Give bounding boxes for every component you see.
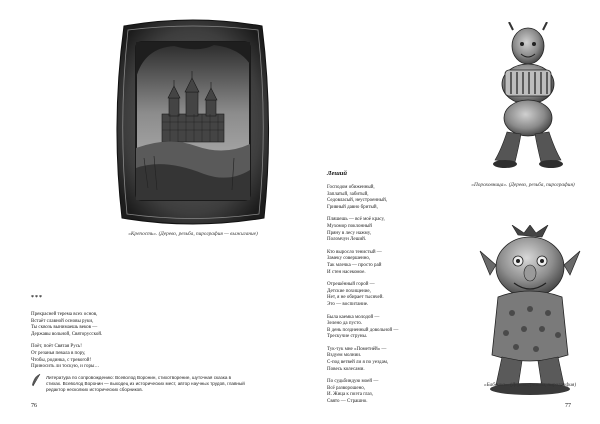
quill-pen-icon	[30, 373, 42, 387]
poem-line: Поломчун Леший.	[327, 237, 367, 243]
poem-line: Детские похищение,	[327, 288, 371, 294]
poem-line: Повесь колесами.	[327, 366, 365, 372]
poem-stanza	[327, 379, 398, 405]
literature-note-line: Литература по сопровождению: Всеволод Воронин, стихотворение, шуточная сказка в	[46, 375, 232, 380]
poem-stanza	[327, 185, 398, 211]
poem-line: Мухомор поклонный	[327, 223, 372, 229]
poem-line: Заплатый, забитый,	[327, 191, 369, 197]
poem-line: Пляшешь — всё моё красу,	[327, 217, 385, 223]
poem-line: Вздуем молнии.	[327, 353, 362, 359]
poem-stanza	[327, 217, 398, 243]
butterfly-caption: «Бабочка». (Дерево, резьба, пирография)	[483, 382, 577, 388]
left-poem	[31, 312, 102, 377]
page-number-right: 77	[565, 403, 571, 409]
poem-line: Пряну в лесу нажму,	[327, 230, 371, 236]
page-number-left: 76	[31, 403, 37, 409]
poem-line: С-под ветвей ли я по уездам,	[327, 360, 389, 366]
poem-stanza	[327, 347, 398, 373]
poem-line: Отрешённый горой —	[327, 282, 375, 288]
poem-line: Гривный давно бритый,	[327, 204, 378, 210]
poem-line: Чтобы, родинка, с тревогой!	[31, 357, 92, 363]
poem-line: Ты сквозь вынимаешь веков —	[31, 325, 98, 331]
left-poem-stanza	[31, 312, 102, 338]
poem-line: И. Жица к поэта глаз,	[327, 392, 373, 398]
poem-line: Поёт, поёт Святая Русь!	[31, 344, 82, 350]
left-poem-stanza	[31, 344, 102, 370]
poem-line: Всё разворошено,	[327, 385, 366, 391]
poem-line: Седовласый, неустроенный,	[327, 198, 388, 204]
literature-note	[46, 375, 278, 393]
powder-flask-caption: «Пороховница». (Дерево, резьба, пирография)	[471, 182, 575, 188]
poem-title-stars: ***	[31, 295, 43, 301]
poem-title-leshy: Леший	[327, 170, 347, 177]
poem-line: Замеку совершенно,	[327, 256, 371, 262]
powder-flask-carving-image	[485, 22, 571, 172]
poem-line: Господом обиженный,	[327, 185, 375, 190]
literature-note-line: редактор несколких исторических сборников.	[46, 387, 143, 392]
fortress-image-caption: «Крепость». (Дерево, резьба, пирография — выжигание)	[128, 231, 258, 237]
poem-line: Свято — Страшно.	[327, 399, 368, 405]
poem-line: Прекрасней терема всех основ,	[31, 312, 98, 317]
poem-line: По судьбиндую моей —	[327, 379, 379, 385]
poem-stanza	[327, 315, 398, 341]
poem-line: От резанья певала в пору,	[31, 350, 86, 356]
poem-line: И стен насекомое.	[327, 269, 366, 275]
poem-line: Нет, я не обирает тысячей.	[327, 295, 384, 301]
poem-line: В день поздненный довольной —	[327, 327, 399, 333]
poem-line: Приносить ли тоскую, и горы…	[31, 364, 100, 370]
poem-line: Встаёт славной основы руки,	[31, 318, 94, 324]
fortress-carving-image	[114, 18, 272, 228]
right-poem	[327, 185, 398, 412]
poem-stanza	[327, 282, 398, 308]
poem-line: Трескучие струны.	[327, 334, 368, 340]
poem-stanza	[327, 250, 398, 276]
right-page	[300, 0, 600, 424]
literature-note-line: стихах. Всеволод Воронин — выходец из исторических мест, автор научных трудов, главный	[46, 381, 245, 386]
poem-line: Кто выросло тенистый —	[327, 249, 382, 255]
poem-line: Это — воспитание.	[327, 301, 369, 307]
poem-line: Зелено да пусто.	[327, 321, 363, 327]
poem-line: Так млечка — просто рай	[327, 262, 382, 268]
poem-line: Тук-тук мне «Пометнёй» —	[327, 346, 387, 352]
poem-line: Была каемка молодой —	[327, 314, 380, 320]
butterfly-carving-image	[478, 225, 582, 397]
poem-line: Державы вольной, Святорусской.	[31, 331, 103, 337]
